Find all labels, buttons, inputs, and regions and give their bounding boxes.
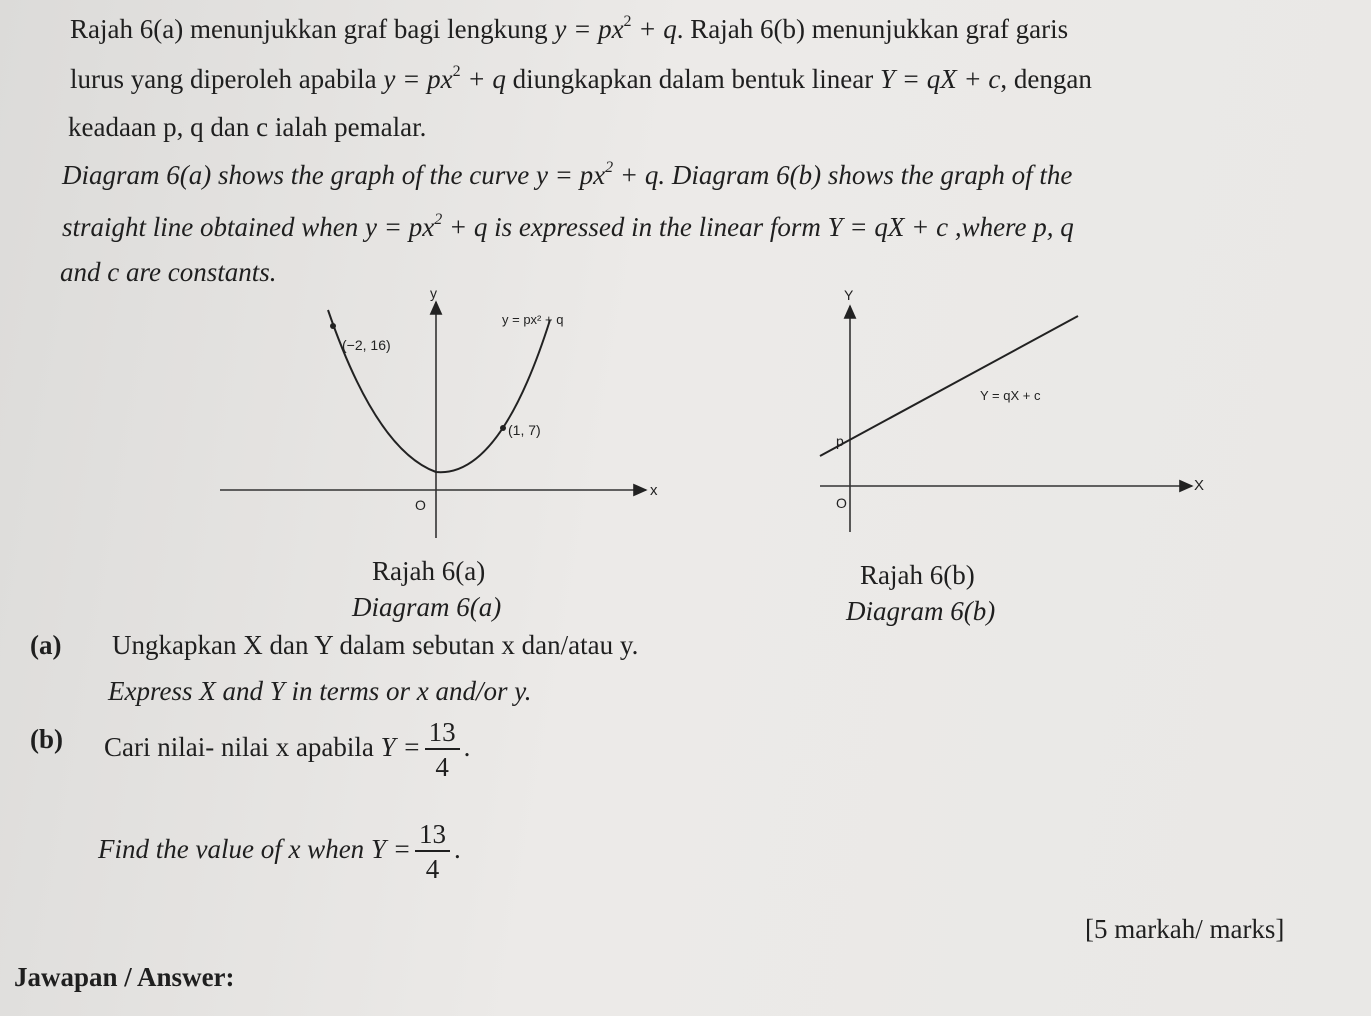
x-axis-label: X [1194, 477, 1205, 494]
intro-ms-line-2: lurus yang diperoleh apabila $y = px^2 + q$ diungkapkan dalam bentuk linear Y = qX + c, dengan [70, 63, 1092, 94]
point-label-2: (1, 7) [508, 422, 541, 438]
diagram-6b-graph [800, 282, 1220, 542]
origin-label: O [836, 495, 847, 511]
answer-label: Jawapan / Answer: [14, 962, 235, 992]
intro-en-line-1: Diagram 6(a) shows the graph of the curve $y = px^2 + q$. Diagram 6(b) shows the graph of the [62, 159, 1073, 190]
part-a-label: (a) [30, 630, 62, 660]
caption-6a-ms: Rajah 6(a) [372, 556, 486, 586]
intro-ms-line-1: Rajah 6(a) menunjukkan graf bagi lengkung $y = px^2 + q$. Rajah 6(b) menunjukkan graf garis [70, 13, 1069, 44]
curve-label: y = px² + q [502, 312, 564, 327]
caption-6b-en: Diagram 6(b) [846, 596, 996, 626]
point-label-1: (−2, 16) [342, 337, 391, 353]
parabola-curve [328, 310, 550, 472]
caption-6a-en: Diagram 6(a) [352, 592, 502, 622]
intro-ms-line-3: keadaan p, q dan c ialah pemalar. [68, 112, 427, 142]
fraction-13-4: $\frac{13}{4}$ [415, 818, 450, 886]
fraction-13-4: $\frac{13}{4}$ [425, 716, 460, 784]
caption-6b-ms: Rajah 6(b) [860, 560, 975, 590]
y-axis-label: Y [844, 287, 854, 303]
marks-label: [5 markah/ marks] [1085, 914, 1285, 944]
diagram-6a-graph [210, 280, 670, 540]
part-a-question-ms: Ungkapkan X dan Y dalam sebutan x dan/atau y. [112, 630, 639, 660]
x-axis-label: x [650, 482, 658, 499]
y-axis-label: y [430, 285, 437, 301]
part-a-question-en: Express X and Y in terms or x and/or y. [108, 676, 532, 706]
intercept-label: p [836, 433, 844, 449]
part-b-label: (b) [30, 724, 63, 754]
part-b-question-ms: Cari nilai- nilai x apabila Y = $\frac{13}{4}$ . [104, 717, 471, 782]
part-b-question-en: Find the value of x when Y = $\frac{13}{4}$ . [98, 819, 461, 884]
origin-label: O [415, 497, 426, 513]
intro-en-line-3: and c are constants. [60, 257, 277, 287]
straight-line [820, 316, 1078, 456]
point-marker-1 [330, 323, 336, 329]
line-label: Y = qX + c [980, 388, 1041, 403]
point-marker-2 [500, 425, 506, 431]
intro-en-line-2: straight line obtained when $y = px^2 + q$ is expressed in the linear form Y = qX + c ,where p, q [62, 211, 1074, 242]
